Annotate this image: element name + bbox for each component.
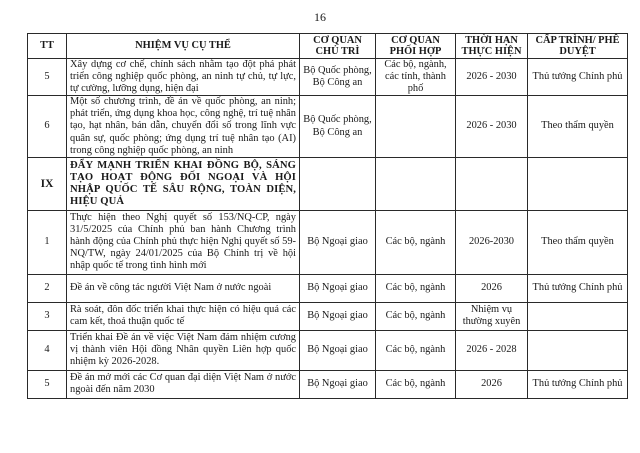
row-deadline: 2026-2030	[456, 210, 528, 274]
row-deadline: 2026 - 2030	[456, 59, 528, 96]
row-task: Rà soát, đôn đốc triển khai thực hiện có hiệu quả các cam kết, thoả thuận quốc tế	[67, 302, 300, 330]
row-approval: Theo thẩm quyền	[528, 96, 628, 157]
header-lead-agency: CƠ QUAN CHỦ TRÌ	[300, 34, 376, 59]
table-row	[28, 370, 628, 398]
row-approval: Thủ tướng Chính phủ	[528, 59, 628, 96]
row-number: 6	[28, 96, 67, 157]
row-lead-agency: Bộ Ngoại giao	[300, 210, 376, 274]
row-coop-agency	[376, 157, 456, 210]
row-task: Xây dựng cơ chế, chính sách nhằm tạo đột phá phát triển công nghiệp quốc phòng, an ninh tự chủ, tự lực, tự cường, lưỡng dụng, hiện đại	[67, 59, 300, 96]
row-lead-agency: Bộ Quốc phòng, Bộ Công an	[300, 59, 376, 96]
row-approval: Thủ tướng Chính phủ	[528, 274, 628, 302]
row-number: 4	[28, 330, 67, 370]
section-title: ĐẨY MẠNH TRIỂN KHAI ĐỒNG BỘ, SÁNG TẠO HOẠT ĐỘNG ĐỐI NGOẠI VÀ HỘI NHẬP QUỐC TẾ SÂU RỘNG, TOÀN DIỆN, HIỆU QUẢ	[67, 157, 300, 210]
row-deadline: 2026	[456, 370, 528, 398]
page-number: 16	[314, 10, 326, 24]
row-deadline	[456, 157, 528, 210]
row-lead-agency: Bộ Ngoại giao	[300, 302, 376, 330]
header-approval: CẤP TRÌNH/ PHÊ DUYỆT	[528, 34, 628, 59]
table-header-row	[28, 34, 628, 59]
row-approval	[528, 157, 628, 210]
row-deadline: 2026	[456, 274, 528, 302]
table-row	[28, 59, 628, 96]
row-coop-agency: Các bộ, ngành, các tỉnh, thành phố	[376, 59, 456, 96]
row-coop-agency: Các bộ, ngành	[376, 210, 456, 274]
row-coop-agency: Các bộ, ngành	[376, 330, 456, 370]
header-tt: TT	[28, 34, 67, 59]
row-approval: Theo thẩm quyền	[528, 210, 628, 274]
row-number: 2	[28, 274, 67, 302]
row-approval	[528, 302, 628, 330]
table-row	[28, 274, 628, 302]
table-row	[28, 330, 628, 370]
row-lead-agency: Bộ Ngoại giao	[300, 370, 376, 398]
row-lead-agency: Bộ Ngoại giao	[300, 274, 376, 302]
row-number: 1	[28, 210, 67, 274]
row-deadline: 2026 - 2028	[456, 330, 528, 370]
row-lead-agency	[300, 157, 376, 210]
row-deadline: 2026 - 2030	[456, 96, 528, 157]
row-number: 5	[28, 59, 67, 96]
table-row	[28, 96, 628, 157]
row-task: Đề án về công tác người Việt Nam ở nước ngoài	[67, 274, 300, 302]
row-coop-agency: Các bộ, ngành	[376, 370, 456, 398]
section-number: IX	[28, 157, 67, 210]
row-task: Triển khai Đề án về việc Việt Nam đảm nhiệm cương vị thành viên Hội đồng Nhân quyền Liên hợp quốc nhiệm kỳ 2026-2028.	[67, 330, 300, 370]
row-coop-agency: Các bộ, ngành	[376, 274, 456, 302]
row-number: 5	[28, 370, 67, 398]
row-approval	[528, 330, 628, 370]
table-row	[28, 210, 628, 274]
row-lead-agency: Bộ Quốc phòng, Bộ Công an	[300, 96, 376, 157]
header-deadline: THỜI HẠN THỰC HIỆN	[456, 34, 528, 59]
table-row	[28, 302, 628, 330]
task-table	[27, 33, 628, 399]
row-coop-agency: Các bộ, ngành	[376, 302, 456, 330]
row-task: Thực hiện theo Nghị quyết số 153/NQ-CP, ngày 31/5/2025 của Chính phủ ban hành Chương trình hành động của Chính phủ thực hiện Nghị quyết số 59-NQ/TW, ngày 24/01/2025 của Bộ Chính trị về hội nhập quốc tế trong tình hình mới	[67, 210, 300, 274]
row-approval: Thủ tướng Chính phủ	[528, 370, 628, 398]
section-row	[28, 157, 628, 210]
row-number: 3	[28, 302, 67, 330]
row-task: Đề án mở mới các Cơ quan đại diện Việt Nam ở nước ngoài đến năm 2030	[67, 370, 300, 398]
header-coop-agency: CƠ QUAN PHỐI HỢP	[376, 34, 456, 59]
row-coop-agency	[376, 96, 456, 157]
row-lead-agency: Bộ Ngoại giao	[300, 330, 376, 370]
row-task: Một số chương trình, đề án về quốc phòng, an ninh; phát triển, ứng dụng khoa học, công nghệ, trí tuệ nhân tạo, hạt nhân, bán dẫn, chuyển đổi số trong lĩnh vực quân sự, quốc phòng; ứng dụng trí tuệ nhân tạo (AI) trong công nghiệp quốc phòng, an ninh	[67, 96, 300, 157]
header-task: NHIỆM VỤ CỤ THỂ	[67, 34, 300, 59]
row-deadline: Nhiệm vụ thường xuyên	[456, 302, 528, 330]
